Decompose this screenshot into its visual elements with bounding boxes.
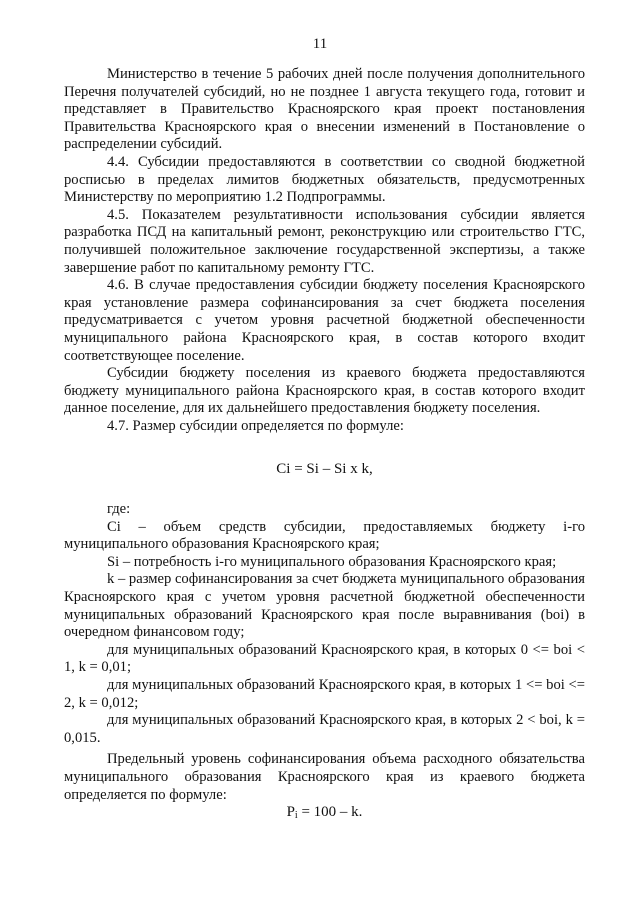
definition-ci: Ci – объем средств субсидии, предоставляемых бюджету i-го муниципального образования Красноярского края; [64,518,585,553]
definition-k-range-1: для муниципальных образований Красноярского края, в которых 0 <= boi < 1, k = 0,01; [64,641,585,676]
document-body [64,66,585,825]
formula-cofinancing-limit [64,804,585,825]
formula2-lead: P [286,804,295,821]
definition-k-range-2: для муниципальных образований Красноярского края, в которых 1 <= boi <= 2, k = 0,012; [64,677,585,711]
formula-subsidy-size: Ci = Si – Si x k, [276,461,373,478]
formula2-subscript: i [294,810,298,822]
definition-si: Si – потребность i-го муниципального образования Красноярского края; [107,553,557,570]
paragraph-4-7: 4.7. Размер субсидии определяется по формуле: [107,417,404,434]
formula2-rest: = 100 – k. [297,804,363,821]
where-label: где: [107,501,131,518]
paragraph-settlement-subsidy: Субсидии бюджету поселения из краевого бюджета предоставляются бюджету муниципального района Красноярского края, в состав которого входит данное поселение, для их дальнейшего предоставления бюджету поселения. [64,365,585,417]
paragraph-cofinancing-limit: Предельный уровень софинансирования объема расходного обязательства муниципального образования Красноярского края из краевого бюджета определяется по формуле: [64,751,585,803]
paragraph-4-6: 4.6. В случае предоставления субсидии бюджету поселения Красноярского края установление размера софинансирования за счет бюджета поселения предусматривается с учетом уровня расчетной бюджетной обеспеченности муниципального района Красноярского края, в состав которого входит соответствующее поселение. [64,277,585,364]
definition-k: k – размер софинансирования за счет бюджета муниципального образования Красноярского края с учетом уровня расчетной бюджетной обеспеченности муниципальных образований Красноярского края после выравнивания (boi) в очередном финансовом году; [64,571,585,641]
paragraph-4-5: 4.5. Показателем результативности использования субсидии является разработка ПСД на капитальный ремонт, реконструкцию или строительство ГТС, получившей положительное заключение государственной экспертизы, а также завершение работ по капитальному ремонту ГТС. [64,206,585,276]
paragraph-4-4: 4.4. Субсидии предоставляются в соответствии со сводной бюджетной росписью в пределах лимитов бюджетных обязательств, предусмотренных Министерству по мероприятию 1.2 Подпрограммы. [64,153,585,206]
page-number: 11 [312,36,328,52]
paragraph-ministry-deadline: Министерство в течение 5 рабочих дней после получения дополнительного Перечня получателей субсидий, но не позднее 1 августа текущего года, готовит и представляет в Правительство Красноярского края проект постановления Правительства Красноярского края о внесении изменений в Постановление о распределении субсидий. [64,66,585,153]
definition-k-range-3: для муниципальных образований Красноярского края, в которых 2 < boi, k = 0,015. [64,712,585,746]
